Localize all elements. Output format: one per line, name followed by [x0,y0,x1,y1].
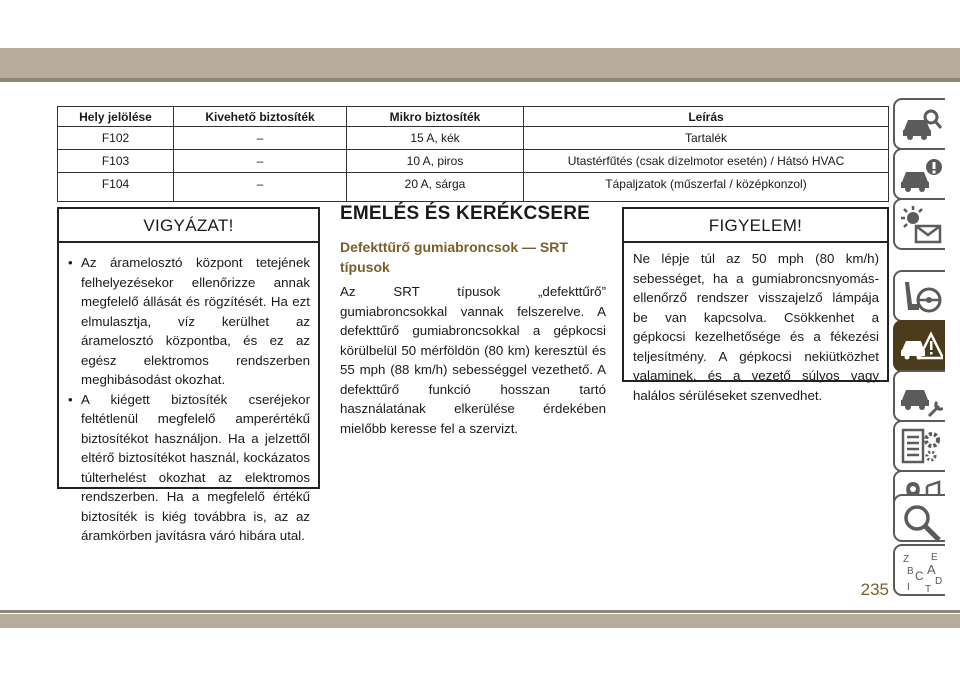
table-row [58,150,889,173]
car-service-icon [899,376,943,420]
index-letter: I [907,582,910,593]
table-row [58,173,889,202]
body-paragraph: Az SRT típusok „defekttűrő” gumiabroncsokkal vannak felszerelve. A defekttűrő gumiabroncsokkal a gépkocsi körülbelül 50 mérföldön (80 km) keresztül és 55 mph (88 km/h) sebességgel vezethető. A defekttűrő funkció hosszan tartó használatának elkerülése érdekében mielőbb keresse fel a szervizt. [340,284,606,436]
caution-title: VIGYÁZAT! [59,209,318,243]
tab-checklist-gear[interactable] [893,420,945,472]
tab-warning-lights[interactable] [893,198,945,250]
caution-list [59,253,318,546]
table-cell: 20 A, sárga [347,173,524,202]
index-letter: B [907,566,914,577]
table-cell: Tartalék [524,127,889,150]
tab-search[interactable] [893,494,945,542]
section-title: EMELÉS ÉS KERÉKCSERE [340,203,590,224]
table-cell: F104 [58,173,174,202]
list-item: • Az áramelosztó központ tetejének felhelyezésekor ellenőrizze annak megfelelő állását és rögzítését. Ha ezt elmulasztja, víz kerülhet az áramelosztó központba, és ez az egész elektromos rendszerben meghibásodást okozhat. [65,253,310,390]
caution-box [57,207,320,543]
warning-text: Ne lépje túl az 50 mph (80 km/h) sebességet, ha a gumiabroncsnyomás-ellenőrző rendszer visszajelző lámpája be van kapcsolva. Csökkenhet a gépkocsi kezelhetősége és a fékezési teljesítmény. A gépkocsi nekiütközhet valaminek, és a vezető súlyos vagy halálos sérüléseket szenvedhet. [633,251,879,403]
index-letter: E [931,552,938,563]
warning-lights-icon [899,204,943,248]
table-header-row [58,107,889,127]
table-cell: – [174,150,347,173]
table-cell: 10 A, piros [347,150,524,173]
index-letter: C [915,569,924,583]
search-icon [899,500,943,544]
index-letter: D [935,576,943,587]
table-cell: Utastérfűtés (csak dízelmotor esetén) / Hátsó HVAC [524,150,889,173]
table-cell: 15 A, kék [347,127,524,150]
footer-rule [0,610,960,613]
tab-index[interactable] [893,544,945,596]
warning-title: FIGYELEM! [624,209,887,243]
index-letter: Z [903,554,910,565]
header-rule [0,78,960,82]
tab-car-info[interactable] [893,148,945,200]
table-cell: F102 [58,127,174,150]
tab-car-service[interactable] [893,370,945,422]
tab-car-search[interactable] [893,98,945,150]
column-header: Kivehető biztosíték [174,107,347,127]
table-cell: Tápaljzatok (műszerfal / középkonzol) [524,173,889,202]
page-number: 235 [860,580,889,599]
warning-box [622,207,889,403]
column-header: Mikro biztosíték [347,107,524,127]
hazard-car-icon [899,326,943,370]
table-cell: – [174,127,347,150]
table-row [58,127,889,150]
footer-band [0,614,960,628]
index-icon [899,550,943,594]
tab-steering-seat[interactable] [893,270,945,322]
index-letter: T [925,584,932,594]
column-header: Leírás [524,107,889,127]
car-info-icon [899,154,943,198]
subsection-title: Defekttűrő gumiabroncsok — SRT típusok [340,239,568,275]
tab-hazard-car[interactable] [893,320,945,372]
index-letter: A [927,562,936,577]
car-search-icon [899,104,943,148]
header-band [0,48,960,78]
fuse-table [57,106,889,202]
table-cell: – [174,173,347,202]
steering-seat-icon [899,276,943,320]
table-cell: F103 [58,150,174,173]
checklist-gear-icon [899,426,943,470]
column-header: Hely jelölése [58,107,174,127]
list-item: • A kiégett biztosíték cseréjekor feltétlenül megfelelő amperértékű biztosítékot használjon. Ha a jelzettől eltérő biztosítékot használ, kockázatos túlterhelést okozhat az elektromos rendszerben. Ha a megfelelő értékű biztosíték is kiég továbbra is, az az áramkörben javításra váró hibára utal. [65,390,310,546]
